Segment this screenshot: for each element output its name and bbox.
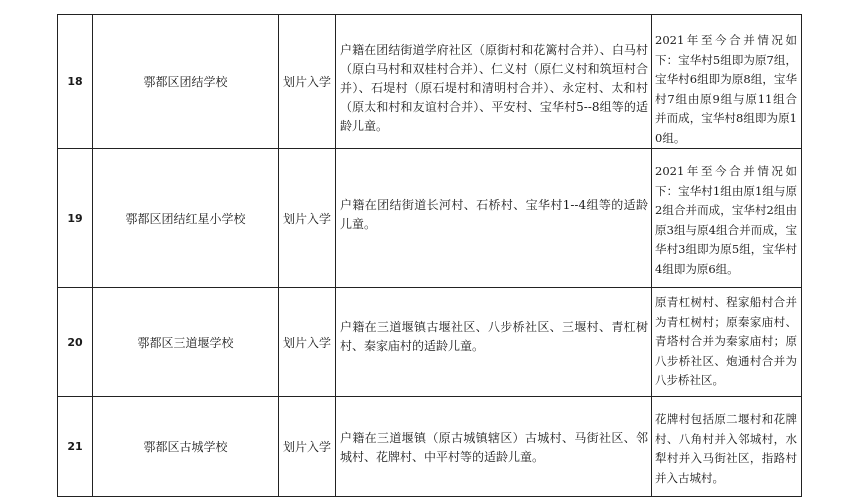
school-enrollment-table bbox=[57, 14, 802, 497]
scope-text: 户籍在三道堰镇（原古城镇辖区）古城村、马街社区、邻城村、花牌村、中平村等的适龄儿童。 bbox=[340, 431, 648, 464]
enrollment-scope bbox=[336, 15, 652, 149]
row-number: 19 bbox=[58, 149, 93, 288]
scope-text: 户籍在三道堰镇古堰社区、八步桥社区、三堰村、青杠树村、秦家庙村的适龄儿童。 bbox=[340, 320, 648, 353]
enrollment-method: 划片入学 bbox=[279, 397, 336, 497]
merge-note bbox=[652, 397, 802, 497]
school-name: 鄠都区团结红星小学校 bbox=[93, 149, 279, 288]
merge-note bbox=[652, 288, 802, 397]
merge-note bbox=[652, 15, 802, 149]
school-name: 鄠都区三道堰学校 bbox=[93, 288, 279, 397]
enrollment-method: 划片入学 bbox=[279, 15, 336, 149]
enrollment-scope bbox=[336, 149, 652, 288]
note-text: 原青杠树村、程家船村合并为青杠树村；原秦家庙村、青塔村合并为秦家庙村；原八步桥社区、炮通村合并为八步桥社区。 bbox=[655, 295, 797, 387]
enrollment-scope bbox=[336, 397, 652, 497]
table-row bbox=[58, 397, 802, 497]
row-number: 18 bbox=[58, 15, 93, 149]
row-number: 20 bbox=[58, 288, 93, 397]
note-text: 2021年至今合并情况如下：宝华村5组即为原7组，宝华村6组即为原8组，宝华村7组由原9组与原11组合并而成，宝华村8组即为原10组。 bbox=[655, 33, 797, 145]
table-row bbox=[58, 149, 802, 288]
scope-text: 户籍在团结街道学府社区（原街村和花篱村合并）、白马村（原白马村和双桂村合并）、仁义村（原仁义村和筑垣村合并）、石堤村（原石堤村和清明村合并）、永定村、太和村（原太和村和友谊村合并）、平安村、宝华村5--8组等的适龄儿童。 bbox=[340, 43, 648, 133]
merge-note bbox=[652, 149, 802, 288]
enrollment-method: 划片入学 bbox=[279, 149, 336, 288]
school-name: 鄠都区团结学校 bbox=[93, 15, 279, 149]
enrollment-method: 划片入学 bbox=[279, 288, 336, 397]
school-name: 鄠都区古城学校 bbox=[93, 397, 279, 497]
row-number: 21 bbox=[58, 397, 93, 497]
enrollment-scope bbox=[336, 288, 652, 397]
note-text: 花牌村包括原二堰村和花牌村、八角村并入邻城村，水犁村并入马街社区，指路村并入古城村。 bbox=[655, 412, 797, 485]
note-text: 2021年至今合并情况如下：宝华村1组由原1组与原2组合并而成，宝华村2组由原3组与原4组合并而成，宝华村3组即为原5组，宝华村4组即为原6组。 bbox=[655, 164, 797, 276]
scope-text: 户籍在团结街道长河村、石桥村、宝华村1--4组等的适龄儿童。 bbox=[340, 198, 648, 231]
table-row bbox=[58, 288, 802, 397]
table-row bbox=[58, 15, 802, 149]
